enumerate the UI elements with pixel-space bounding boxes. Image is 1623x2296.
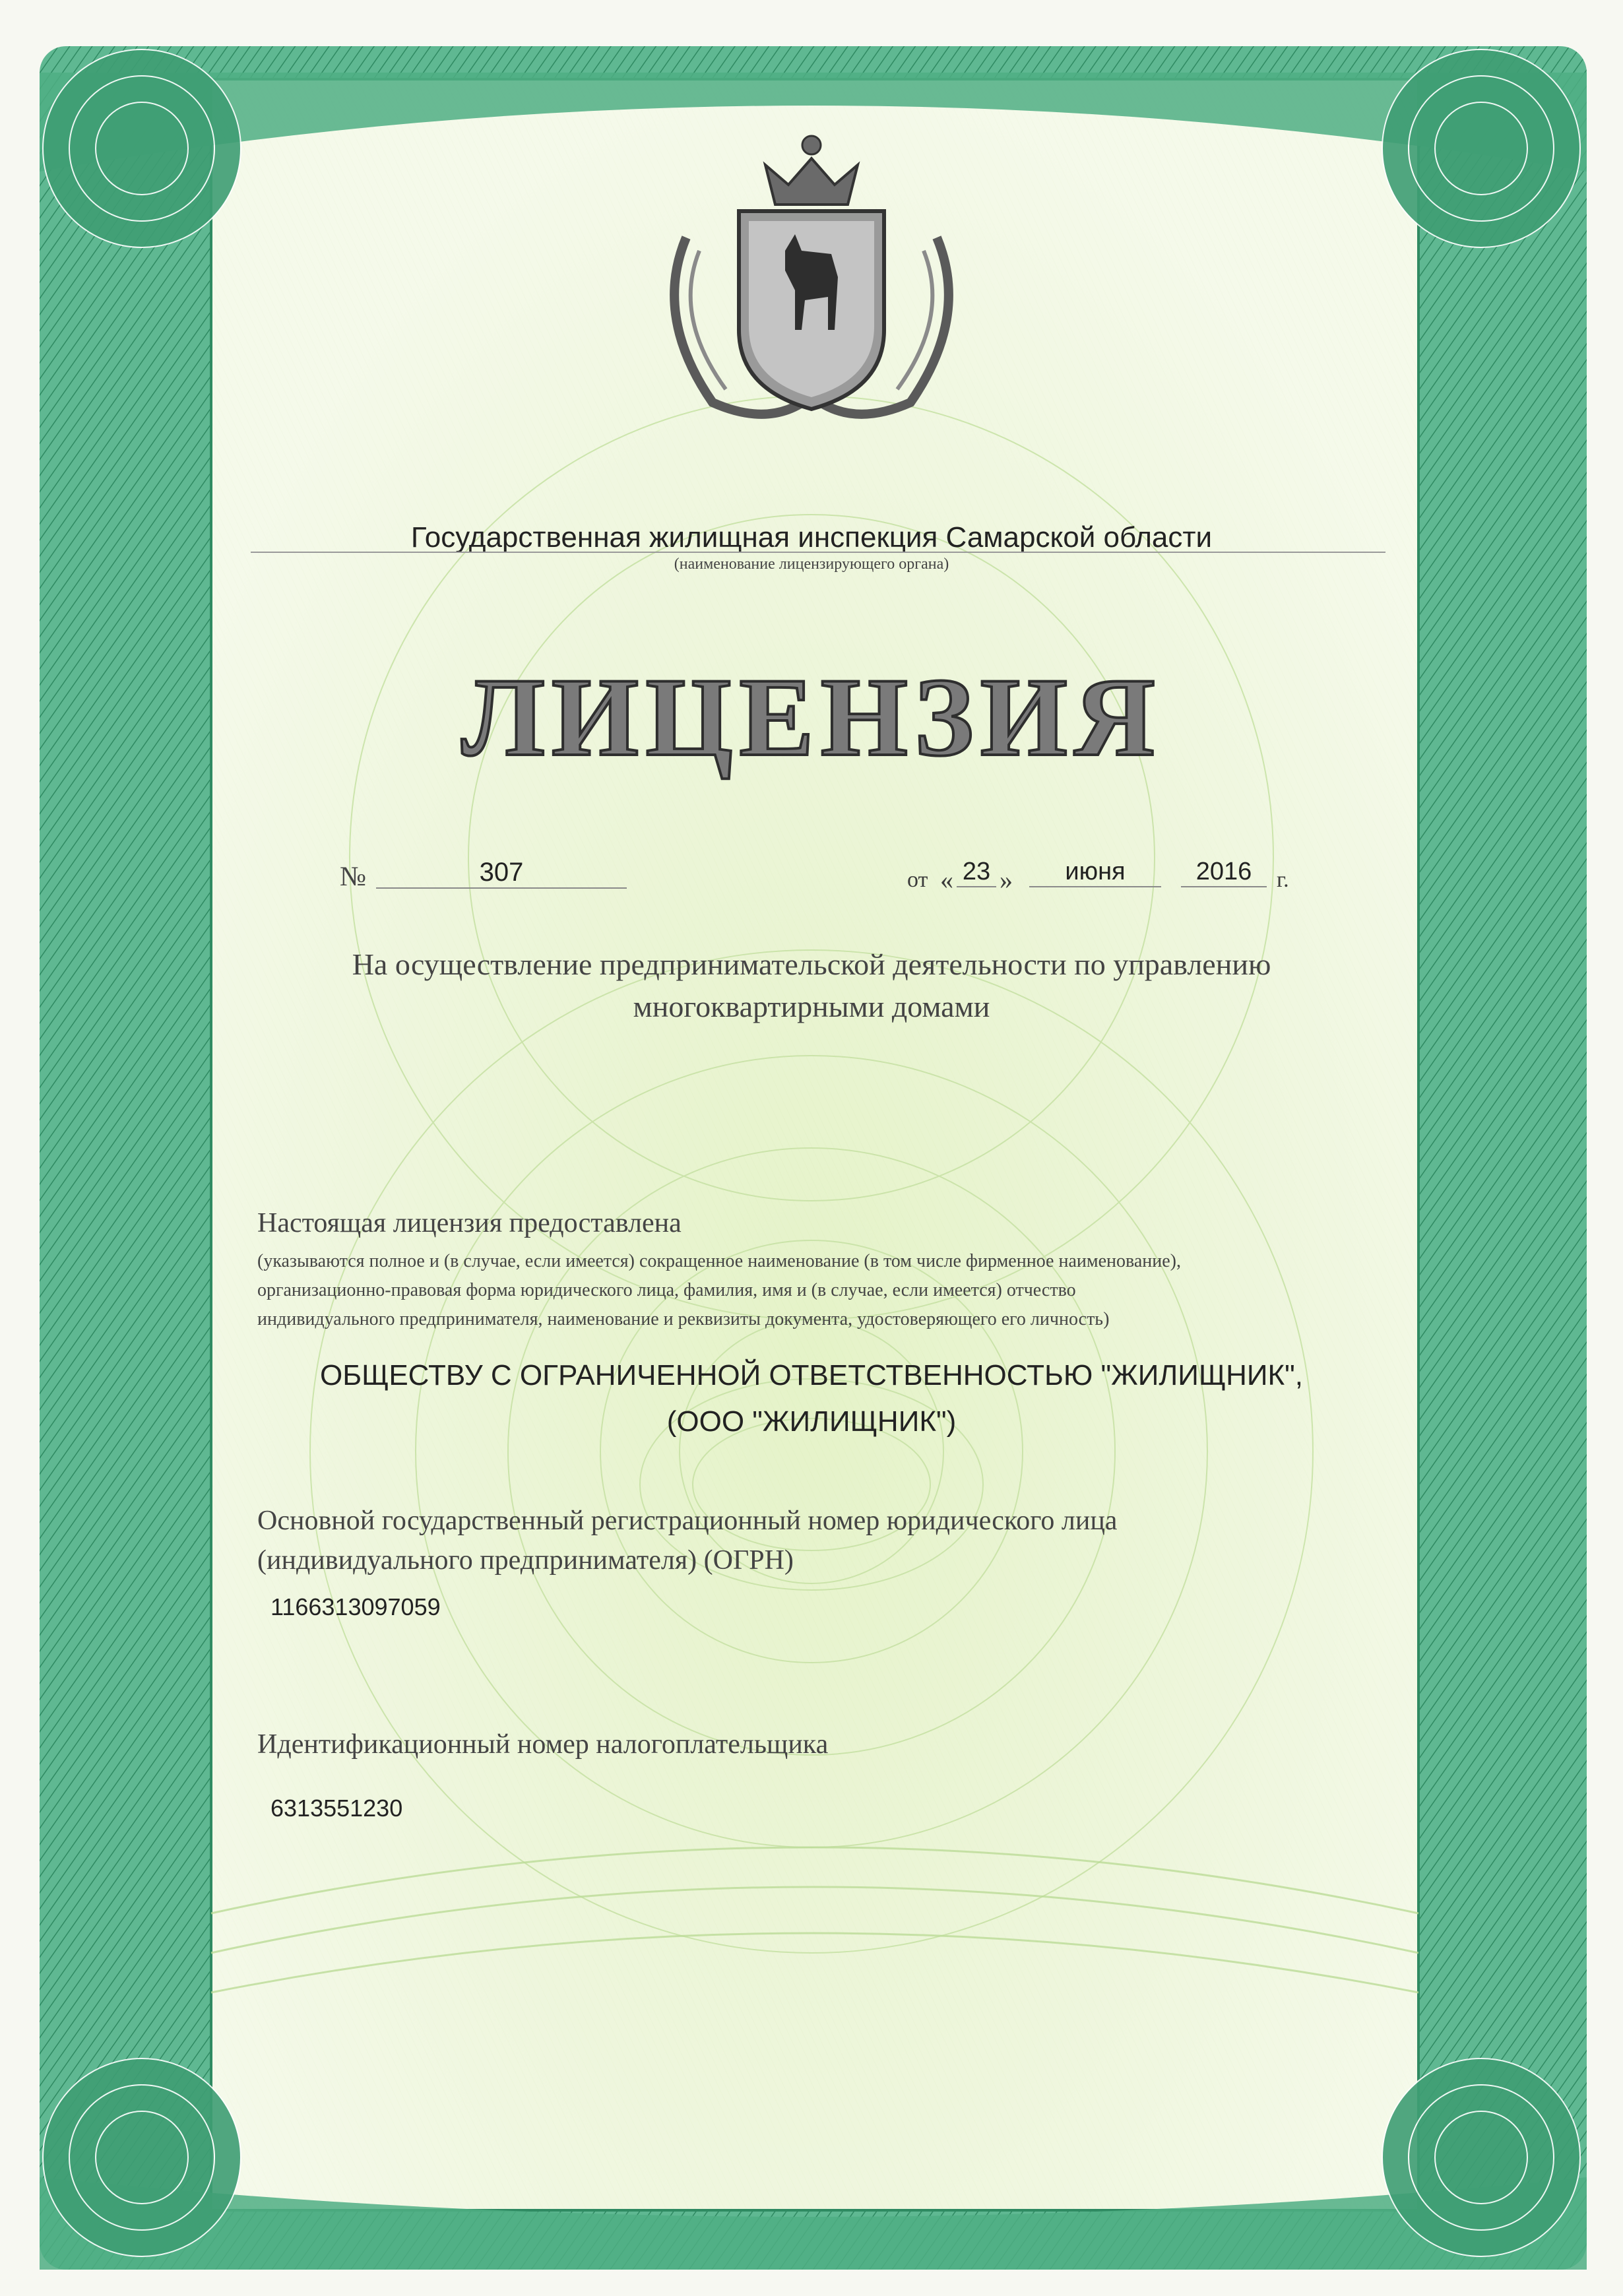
document-title: ЛИЦЕНЗИЯ	[461, 655, 1162, 779]
grantee-name-line-1: ОБЩЕСТВУ С ОГРАНИЧЕННОЙ ОТВЕТСТВЕННОСТЬЮ "ЖИЛИЩНИК",	[319, 1359, 1304, 1391]
date-year: 2016	[1181, 858, 1267, 887]
inn-label: Идентификационный номер налогоплательщика	[257, 1729, 829, 1760]
date-suffix: г.	[1277, 868, 1289, 892]
date-day: 23	[957, 858, 996, 887]
number-label: №	[340, 862, 367, 892]
ogrn-label-line-2: (индивидуального предпринимателя) (ОГРН)	[257, 1545, 794, 1576]
grantee-note-line-1: (указываются полное и (в случае, если имеется) сокращенное наименование (в том числе фирменное наименование),	[257, 1251, 1181, 1271]
purpose-line-1: На осуществление предпринимательской деятельности по управлению	[352, 947, 1271, 981]
inn-value: 6313551230	[270, 1795, 403, 1822]
authority-caption: (наименование лицензирующего органа)	[674, 556, 949, 573]
license-purpose	[218, 943, 1405, 1028]
grantee-name	[218, 1353, 1405, 1445]
grantee-note	[257, 1247, 1445, 1334]
date-month: июня	[1029, 858, 1161, 887]
grantee-name-line-2: (ООО "ЖИЛИЩНИК")	[666, 1405, 957, 1438]
ogrn-value: 1166313097059	[270, 1593, 441, 1620]
purpose-line-2: многоквартирными домами	[633, 990, 990, 1023]
license-number: 307	[376, 858, 627, 889]
date-close-quote: »	[1000, 865, 1013, 895]
grantee-label: Настоящая лицензия предоставлена	[257, 1208, 682, 1238]
grantee-note-line-3: индивидуального предпринимателя, наименование и реквизиты документа, удостоверяющего его личность)	[257, 1309, 1110, 1329]
date-prefix: от	[907, 868, 928, 892]
ogrn-label-line-1: Основной государственный регистрационный номер юридического лица	[257, 1506, 1118, 1536]
ogrn-label	[257, 1501, 1445, 1580]
issuing-authority-name: Государственная жилищная инспекция Самарской области	[410, 521, 1213, 554]
date-open-quote: «	[940, 865, 953, 895]
authority-underline	[251, 552, 1385, 553]
grantee-note-line-2: организационно-правовая форма юридического лица, фамилия, имя и (в случае, если имеется) отчество	[257, 1280, 1076, 1300]
issuing-authority	[317, 521, 1306, 554]
